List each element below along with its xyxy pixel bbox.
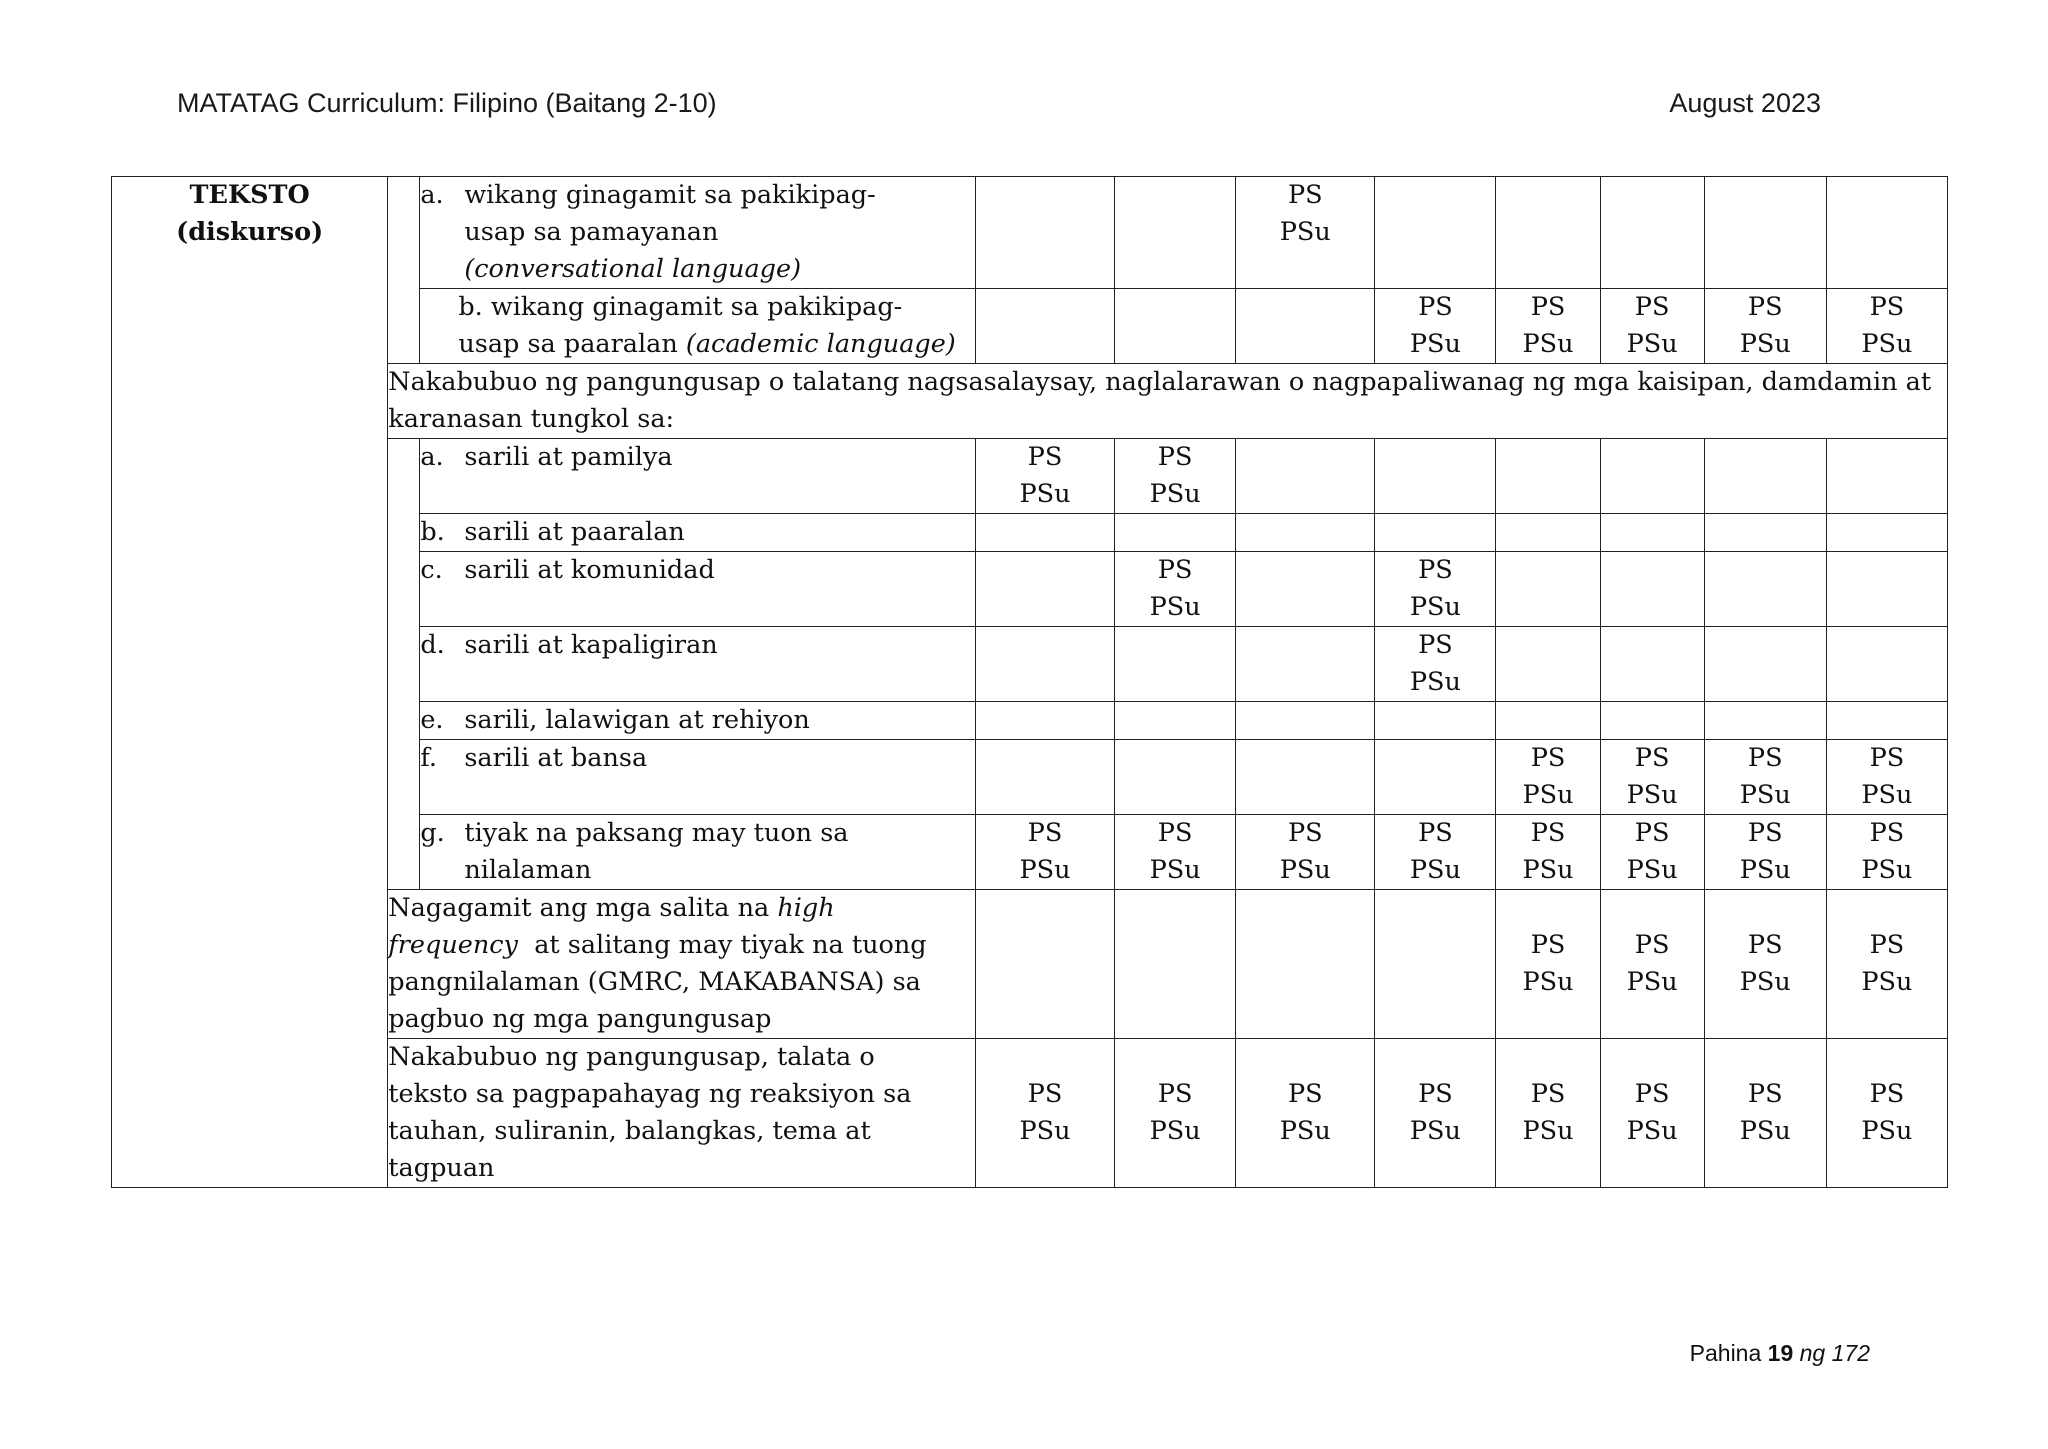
indent-cell [388,439,420,890]
table-row [112,439,1948,514]
grade-cell: PS PSu [1115,815,1236,890]
grade-cell: PS PSu [1704,1039,1826,1188]
competency-item: b. sarili at paaralan [420,514,976,552]
grade-cell: PS PSu [1496,1039,1600,1188]
grade-cell: PS PSu [1115,439,1236,514]
grade-cell: PS PSu [975,1039,1114,1188]
grade-cell: PS PSu [1704,815,1826,890]
grade-cell: PS PSu [1115,1039,1236,1188]
table-row [112,177,1948,289]
competency-item: Nakabubuo ng pangungusap, talata o teksto sa pagpapahayag ng reaksiyon sa tauhan, suliranin, balangkas, tema at tagpuan [388,1039,976,1188]
indent-cell [388,177,420,364]
grade-cell: PS PSu [1236,815,1375,890]
section-label: TEKSTO (diskurso) [112,177,388,1188]
grade-cell: PS PSu [1704,890,1826,1039]
competency-item: f. sarili at bansa [420,740,976,815]
grade-cell: PS PSu [1496,740,1600,815]
grade-cell: PS PSu [1375,815,1496,890]
grade-cell: PS PSu [1375,289,1496,364]
grade-cell: PS PSu [1115,552,1236,627]
grade-cell: PS PSu [1496,890,1600,1039]
table-row [112,890,1948,1039]
page-number: Pahina 19 ng 172 [1689,1340,1870,1366]
grade-cell: PS PSu [1600,890,1704,1039]
grade-cell: PS PSu [975,439,1114,514]
grade-cell: PS PSu [1496,289,1600,364]
competency-item: a. sarili at pamilya [420,439,976,514]
competency-item: d. sarili at kapaligiran [420,627,976,702]
grade-cell: PS PSu [1496,815,1600,890]
table-row [112,364,1948,439]
grade-cell: PS PSu [1826,815,1947,890]
grade-cell: PS PSu [1600,289,1704,364]
grade-cell: PS PSu [1704,289,1826,364]
grade-cell: PS PSu [1826,1039,1947,1188]
competency-item: a. wikang ginagamit sa pakikipag- usap sa pamayanan (conversational language) [420,177,976,289]
grade-cell: PS PSu [1826,289,1947,364]
grade-cell: PS PSu [975,815,1114,890]
grade-cell: PS PSu [1600,815,1704,890]
grade-cell: PS PSu [1600,1039,1704,1188]
document-title: MATATAG Curriculum: Filipino (Baitang 2-10) [177,88,717,118]
competency-item: e. sarili, lalawigan at rehiyon [420,702,976,740]
competency-item: Nagagamit ang mga salita na high frequency at salitang may tiyak na tuong pangnilalaman (GMRC, MAKABANSA) sa pagbuo ng mga pangungusap [388,890,976,1039]
grade-cell: PS PSu [1236,1039,1375,1188]
competency-item: g. tiyak na paksang may tuon sa nilalaman [420,815,976,890]
table-row [112,1039,1948,1188]
grade-cell: PS PSu [1375,1039,1496,1188]
grade-cell: PS PSu [1236,177,1375,289]
competency-item: b. wikang ginagamit sa pakikipag- usap sa paaralan (academic language) [420,289,976,364]
grade-cell: PS PSu [1826,740,1947,815]
grade-cell: PS PSu [1826,890,1947,1039]
grade-cell: PS PSu [1600,740,1704,815]
document-date: August 2023 [1669,88,1821,118]
grade-cell: PS PSu [1375,627,1496,702]
grade-cell: PS PSu [1375,552,1496,627]
competency-heading: Nakabubuo ng pangungusap o talatang nagsasalaysay, naglalarawan o nagpapaliwanag ng mga kaisipan, damdamin at karanasan tungkol sa: [388,364,1948,439]
competency-item: c. sarili at komunidad [420,552,976,627]
curriculum-table [111,176,1948,1188]
grade-cell: PS PSu [1704,740,1826,815]
